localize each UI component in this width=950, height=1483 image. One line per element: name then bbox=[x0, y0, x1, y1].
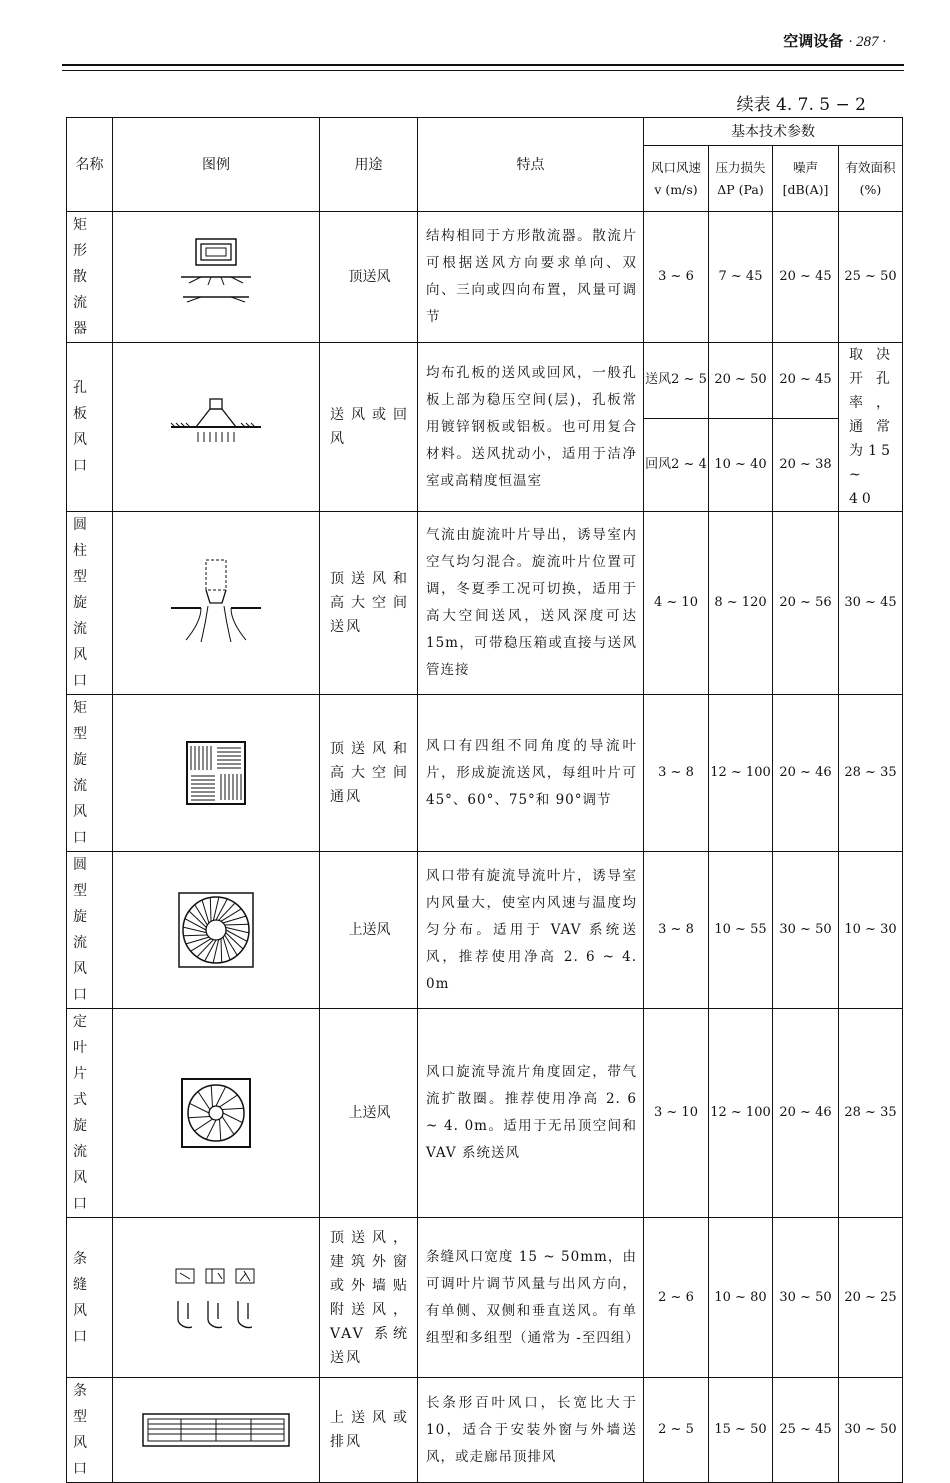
row-use: 上送风或排风 bbox=[320, 1378, 418, 1483]
running-header-title: 空调设备 bbox=[783, 32, 844, 50]
row-area: 30 ~ 45 bbox=[839, 512, 903, 695]
row-area: 28 ~ 35 bbox=[839, 1009, 903, 1218]
swirl-blade bbox=[188, 1117, 210, 1118]
row-use: 顶送风，建筑外窗或外墙贴附送风，VAV 系统送风 bbox=[320, 1218, 418, 1378]
row-name: 定叶片式旋流风口 bbox=[67, 1009, 113, 1218]
row-noise: 30 ~ 50 bbox=[773, 852, 839, 1009]
swirl-blade bbox=[190, 1103, 209, 1113]
table-row bbox=[67, 1009, 903, 1218]
table-row bbox=[67, 1378, 903, 1483]
row-noise: 25 ~ 45 bbox=[773, 1378, 839, 1483]
row-use: 顶送风和高大空间通风 bbox=[320, 695, 418, 852]
table-row bbox=[67, 343, 903, 419]
air-outlet-table bbox=[66, 117, 903, 1483]
running-header bbox=[783, 30, 886, 51]
row-feature: 结构相同于方形散流器。散流片可根据送风方向要求单向、双向、三向或四向布置，风量可调节 bbox=[418, 212, 644, 343]
row-noise: 20 ~ 46 bbox=[773, 695, 839, 852]
swirl-blade bbox=[184, 935, 208, 936]
fixed-blade-swirl-icon bbox=[113, 1009, 320, 1218]
swirl-blade bbox=[211, 1085, 212, 1107]
header-area: 有效面积 (%) bbox=[839, 146, 903, 212]
row-feature: 均布孔板的送风或回风，一般孔板上部为稳压空间(层)，孔板常用镀锌钢板或铝板。也可用复合材料。送风扰动小，适用于洁净室或高精度恒温室 bbox=[418, 343, 644, 512]
row-use: 上送风 bbox=[320, 1009, 418, 1218]
rectangular-diffuser-icon bbox=[113, 212, 320, 343]
row-area: 25 ~ 50 bbox=[839, 212, 903, 343]
row-pressure: 12 ~ 100 bbox=[709, 695, 773, 852]
row-speed: 3 ~ 8 bbox=[644, 695, 709, 852]
row-pressure: 12 ~ 100 bbox=[709, 1009, 773, 1218]
perforated-plate-icon bbox=[113, 343, 320, 512]
header-noise: 噪声 [dB(A)] bbox=[773, 146, 839, 212]
row-noise-supply: 20 ~ 45 bbox=[773, 343, 839, 419]
swirl-blade bbox=[221, 939, 222, 963]
row-pressure: 10 ~ 55 bbox=[709, 852, 773, 1009]
swirl-blade bbox=[222, 1108, 244, 1109]
table-row bbox=[67, 512, 903, 695]
row-speed: 4 ~ 10 bbox=[644, 512, 709, 695]
row-pressure: 15 ~ 50 bbox=[709, 1378, 773, 1483]
table-row bbox=[67, 852, 903, 1009]
row-area: 20 ~ 25 bbox=[839, 1218, 903, 1378]
row-pressure: 8 ~ 120 bbox=[709, 512, 773, 695]
row-name: 条型风口 bbox=[67, 1378, 113, 1483]
row-speed: 3 ~ 6 bbox=[644, 212, 709, 343]
row-speed: 3 ~ 10 bbox=[644, 1009, 709, 1218]
row-use: 顶送风和高大空间送风 bbox=[320, 512, 418, 695]
row-pressure: 10 ~ 80 bbox=[709, 1218, 773, 1378]
swirl-blade bbox=[220, 1119, 221, 1141]
table-row bbox=[67, 695, 903, 852]
row-noise: 20 ~ 46 bbox=[773, 1009, 839, 1218]
row-feature: 长条形百叶风口，长宽比大于10，适合于安装外窗与外墙送风，或走廊吊顶排风 bbox=[418, 1378, 644, 1483]
swirl-blade bbox=[202, 900, 209, 923]
row-name: 孔板风口 bbox=[67, 343, 113, 512]
row-name: 圆型旋流风口 bbox=[67, 852, 113, 1009]
header-pressure: 压力损失 ΔP (Pa) bbox=[709, 146, 773, 212]
swirl-blade bbox=[223, 916, 246, 923]
row-feature: 气流由旋流叶片导出，诱导室内空气均匀混合。旋流叶片位置可调，冬夏季工况可切换，适用于高大空间送风，送风深度可达 15m，可带稳压箱或直接与送风管连接 bbox=[418, 512, 644, 695]
row-area: 30 ~ 50 bbox=[839, 1378, 903, 1483]
row-use: 上送风 bbox=[320, 852, 418, 1009]
row-area: 取决开孔率，通常为15 ~ 40 bbox=[839, 343, 903, 512]
row-noise: 20 ~ 56 bbox=[773, 512, 839, 695]
row-pressure-return: 10 ~ 40 bbox=[709, 418, 773, 511]
slot-outlet-icon bbox=[113, 1218, 320, 1378]
row-area: 28 ~ 35 bbox=[839, 695, 903, 852]
row-noise: 20 ~ 45 bbox=[773, 212, 839, 343]
swirl-blade bbox=[225, 924, 249, 925]
row-speed-return: 回风2 ~ 4 bbox=[644, 418, 709, 511]
swirl-blade bbox=[210, 898, 211, 922]
swirl-blade bbox=[220, 1095, 238, 1107]
row-speed: 2 ~ 5 bbox=[644, 1378, 709, 1483]
row-feature: 风口带有旋流导流叶片，诱导室内风量大，使室内风速与温度均匀分布。适用于 VAV 系统送风，推荐使用净高 2. 6 ~ 4. 0m bbox=[418, 852, 644, 1009]
header-use: 用途 bbox=[320, 118, 418, 212]
row-use: 顶送风 bbox=[320, 212, 418, 343]
round-swirl-icon bbox=[113, 852, 320, 1009]
cylindrical-swirl-icon bbox=[113, 512, 320, 695]
row-feature: 条缝风口宽度 15 ~ 50mm，由可调叶片调节风量与出风方向，有单侧、双侧和垂直送风。有单组型和多组型（通常为 -至四组） bbox=[418, 1218, 644, 1378]
swirl-blade bbox=[186, 937, 209, 944]
swirl-blade bbox=[222, 1117, 234, 1135]
swirl-blade bbox=[206, 1120, 216, 1139]
header-name: 名称 bbox=[67, 118, 113, 212]
row-area: 10 ~ 30 bbox=[839, 852, 903, 1009]
header-legend: 图例 bbox=[113, 118, 320, 212]
row-speed-supply: 送风2 ~ 5 bbox=[644, 343, 709, 419]
header-speed: 风口风速 v (m/s) bbox=[644, 146, 709, 212]
table-row bbox=[67, 1218, 903, 1378]
swirl-blade bbox=[198, 1092, 210, 1110]
swirl-blade bbox=[216, 1087, 226, 1106]
header-params: 基本技术参数 bbox=[644, 118, 903, 146]
table-row bbox=[67, 212, 903, 343]
swirl-blade bbox=[223, 937, 230, 960]
row-name: 圆柱型旋流风口 bbox=[67, 512, 113, 695]
swirl-blade bbox=[223, 1113, 242, 1123]
row-speed: 2 ~ 6 bbox=[644, 1218, 709, 1378]
row-feature: 风口旋流导流片角度固定，带气流扩散圈。推荐使用净高 2. 6 ~ 4. 0m。适用于无吊顶空间和 VAV 系统送风 bbox=[418, 1009, 644, 1218]
rectangular-swirl-icon bbox=[113, 695, 320, 852]
row-pressure-supply: 20 ~ 50 bbox=[709, 343, 773, 419]
row-noise-return: 20 ~ 38 bbox=[773, 418, 839, 511]
table-caption: 续表 4. 7. 5 − 2 bbox=[736, 95, 866, 115]
strip-louver-icon bbox=[113, 1378, 320, 1483]
header-feature: 特点 bbox=[418, 118, 644, 212]
page-number: · 287 · bbox=[848, 34, 886, 50]
row-use: 送风或回风 bbox=[320, 343, 418, 512]
header-rule-thin bbox=[62, 70, 904, 71]
row-name: 条缝风口 bbox=[67, 1218, 113, 1378]
row-speed: 3 ~ 8 bbox=[644, 852, 709, 1009]
row-noise: 30 ~ 50 bbox=[773, 1218, 839, 1378]
header-rule-thick bbox=[62, 64, 904, 66]
row-feature: 风口有四组不同角度的导流叶片，形成旋流送风，每组叶片可 45°、60°、75°和 90°调节 bbox=[418, 695, 644, 852]
row-pressure: 7 ~ 45 bbox=[709, 212, 773, 343]
swirl-blade bbox=[195, 1119, 213, 1131]
row-name: 矩型旋流风口 bbox=[67, 695, 113, 852]
row-name: 矩形散流器 bbox=[67, 212, 113, 343]
